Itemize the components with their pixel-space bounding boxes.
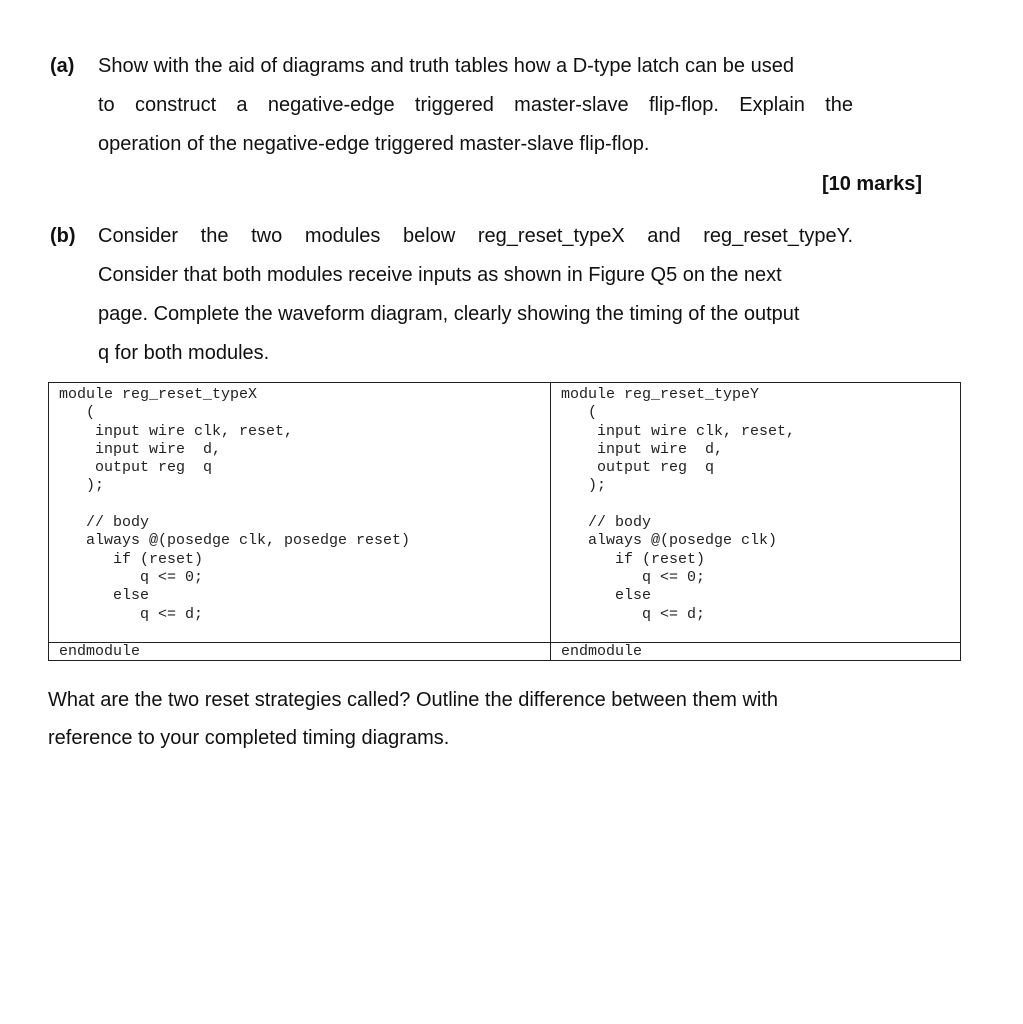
part-a-marks: [10 marks] bbox=[821, 173, 922, 195]
part-b-line-2: Consider that both modules receive inputs as shown in Figure Q5 on the next bbox=[98, 264, 782, 286]
part-a-line-2: to construct a negative-edge triggered master-slave flip-flop. Explain the bbox=[98, 94, 853, 116]
code-cell-typeY bbox=[551, 383, 960, 660]
code-typeY: module reg_reset_typeY ( input wire clk, reset, input wire d, output reg q ); // body always @(posedge clk) if (reset) q <= 0; else q <= d; bbox=[561, 386, 796, 623]
code-typeX: module reg_reset_typeX ( input wire clk, reset, input wire d, output reg q ); // body always @(posedge clk, posedge reset) if (reset) q <= 0; else q <= d; bbox=[59, 386, 411, 623]
part-a-line-1: Show with the aid of diagrams and truth tables how a D-type latch can be used bbox=[98, 55, 794, 77]
part-b-line-4: q for both modules. bbox=[98, 342, 270, 364]
part-b-line-1: Consider the two modules below reg_reset_typeX and reg_reset_typeY. bbox=[98, 225, 853, 247]
part-a-label: (a) bbox=[50, 55, 75, 77]
question-line-2: reference to your completed timing diagrams. bbox=[48, 727, 450, 749]
question-line-1: What are the two reset strategies called? Outline the difference between them with bbox=[48, 689, 779, 711]
code-cell-typeX bbox=[49, 383, 551, 660]
endmodule-typeY: endmodule bbox=[561, 643, 643, 660]
part-b-line-3: page. Complete the waveform diagram, clearly showing the timing of the output bbox=[98, 303, 800, 325]
part-b-label: (b) bbox=[50, 225, 76, 247]
part-a-line-3: operation of the negative-edge triggered master-slave flip-flop. bbox=[98, 133, 650, 155]
endmodule-typeX: endmodule bbox=[59, 643, 141, 660]
code-table bbox=[48, 382, 961, 661]
